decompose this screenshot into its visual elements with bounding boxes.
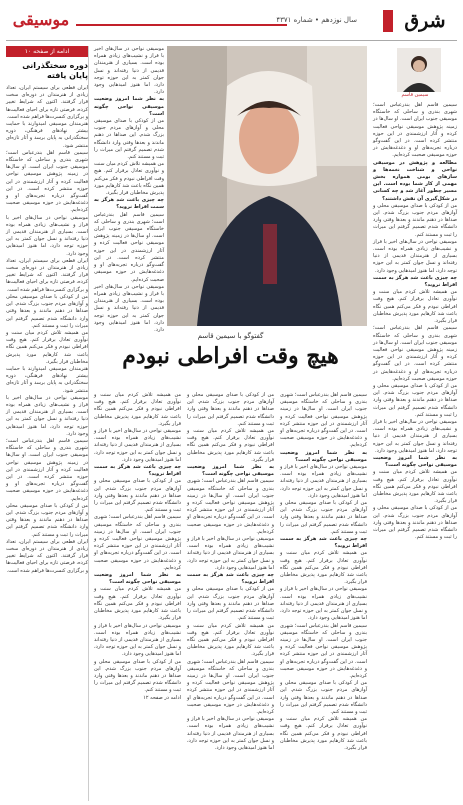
body-paragraph: سیمین قاسم اهل بندرعباس است؛ شهری بندری و ساحلی که خاستگاه موسیقی جنوب ایران است. او سال‌ها در زمینه پژوهش موسیقی نواحی فعالیت کرده و آثار ارزشمندی در این حوزه منتشر کرده است. در این گفت‌وگو درباره تجربه‌های او و دغدغه‌هایش در حوزه موسیقی صحبت کرده‌ایم. [280, 622, 367, 679]
photo-side-column [94, 46, 164, 333]
author-name: سیمین قاسم [401, 92, 429, 98]
featured-photo [167, 46, 367, 326]
question-paragraph: مطالعه و پژوهش در موسیقی نواحی و شناخت نغمه‌ها و سازهای بومی همواره بخش مهمی از کار شما بوده است. این مسیر چطور آغاز شد و چه کسانی در شکل‌گیری آن نقش داشتند؟ [373, 159, 457, 202]
left-paragraph: ایران قطعی برای سیستم ایران، تعداد زیادی از هنرمندان در دوره‌ای سخت قرار گرفتند. اکنون که شرایط تغییر کرده، فرصتی تازه برای احیای فعالیت‌ها و برگزاری کنسرت‌ها فراهم شده است. [6, 85, 88, 120]
body-paragraph: سیمین قاسم اهل بندرعباس است؛ شهری بندری و ساحلی که خاستگاه موسیقی جنوب ایران است. او سال‌ها در زمینه پژوهش موسیقی نواحی فعالیت کرده و آثار ارزشمندی در این حوزه منتشر کرده است. در این گفت‌وگو درباره تجربه‌های او و دغدغه‌هایش در حوزه موسیقی صحبت کرده‌ایم. [94, 211, 164, 283]
author-box [373, 46, 457, 98]
body-paragraph: من همیشه تلاش کردم میان سنت و نوآوری تعادل برقرار کنم. هیچ وقت افراطی نبودم و فکر می‌کنم همین نگاه باعث شد کارهایم مورد پذیرش مخاطبان قرار بگیرد. [94, 161, 164, 197]
body-paragraph: من از کودکی با صدای موسیقی محلی و آوازهای مردم جنوب بزرگ شدم. این صداها در ذهنم ماندند و بعدها وقتی وارد دانشگاه شدم تصمیم گرفتم این میراث را ثبت و مستند کنم. [187, 392, 274, 427]
interviewee-photo-icon [167, 46, 367, 326]
author-photo [397, 48, 441, 92]
body-paragraph: من از کودکی با صدای موسیقی محلی و آوازهای مردم جنوب بزرگ شدم. این صداها در ذهنم ماندند و بعدها وقتی وارد دانشگاه شدم تصمیم گرفتم این میراث را ثبت و مستند کنم. [94, 658, 181, 694]
left-paragraph: هنرمندان موسیقی امیدوارند با حمایت بیشتر نهادهای فرهنگی، دوره سختگذرانی به پایان برسد و آثار تازه‌ای منتشر شود. [6, 121, 88, 149]
body-paragraph: موسیقی نواحی در سال‌های اخیر با فراز و نشیب‌های زیادی همراه بوده است. بسیاری از هنرمندان قدیمی از دنیا رفته‌اند و نسل جوان کمتر به این حوزه توجه دارد، اما هنوز امیدهایی وجود دارد. [280, 586, 367, 622]
author-portrait-icon [397, 48, 441, 92]
body-paragraph: من از کودکی با صدای موسیقی محلی و آوازهای مردم جنوب بزرگ شدم. این صداها در ذهنم ماندند و بعدها وقتی وارد دانشگاه شدم تصمیم گرفتم این میراث را ثبت و مستند کنم. [187, 586, 274, 622]
body-paragraph: من همیشه تلاش کردم میان سنت و نوآوری تعادل برقرار کنم. هیچ وقت افراطی نبودم و فکر می‌کنم همین نگاه باعث شد کارهایم مورد پذیرش مخاطبان قرار بگیرد. [94, 586, 181, 622]
body-paragraph: من از کودکی با صدای موسیقی محلی و آوازهای مردم جنوب بزرگ شدم. این صداها در ذهنم ماندند و بعدها وقتی وارد دانشگاه شدم تصمیم گرفتم این میراث را ثبت و مستند کنم. [280, 500, 367, 535]
body-paragraph: موسیقی نواحی در سال‌های اخیر با فراز و نشیب‌های زیادی همراه بوده است. بسیاری از هنرمندان قدیمی از دنیا رفته‌اند و نسل جوان کمتر به این حوزه توجه دارد، اما هنوز امیدهایی وجود دارد. [187, 716, 274, 751]
question-paragraph: به نظر شما امروز وضعیت موسیقی نواحی چگونه است؟ [94, 572, 181, 586]
question-paragraph: چه چیزی باعث شد هرگز به سمت افراط نروید؟ [280, 536, 367, 550]
body-paragraph: من همیشه تلاش کردم میان سنت و نوآوری تعادل برقرار کنم. هیچ وقت افراطی نبودم و فکر می‌کنم همین نگاه باعث شد کارهایم مورد پذیرش مخاطبان قرار بگیرد. [94, 392, 181, 427]
left-column [6, 46, 89, 801]
newspaper-logo: شرق [404, 10, 446, 32]
question-paragraph: به نظر شما امروز وضعیت موسیقی نواحی چگونه است؟ [187, 464, 274, 478]
left-paragraph: ایران قطعی برای سیستم ایران، تعداد زیادی از هنرمندان در دوره‌ای سخت قرار گرفتند. اکنون که شرایط تغییر کرده، فرصتی تازه برای احیای فعالیت‌ها و برگزاری کنسرت‌ها فراهم شده است. [6, 257, 88, 293]
left-paragraph: سیمین قاسم اهل بندرعباس است؛ شهری بندری و ساحلی که خاستگاه موسیقی جنوب ایران است. او سال‌ها در زمینه پژوهش موسیقی نواحی فعالیت کرده و آثار ارزشمندی در این حوزه منتشر کرده است. در این گفت‌وگو درباره تجربه‌های او و دغدغه‌هایش در حوزه موسیقی صحبت کرده‌ایم. [6, 437, 88, 502]
continuation-note: ادامه در صفحه ۱۲ [143, 694, 181, 701]
question-paragraph: چه چیزی باعث شد هرگز به سمت افراط نروید؟ [94, 197, 164, 211]
answer-paragraph: من از کودکی با صدای موسیقی محلی و آوازهای مردم جنوب بزرگ شدم. این صداها در ذهنم ماندند و بعدها وقتی وارد دانشگاه شدم تصمیم گرفتم این میراث را ثبت و مستند کنم. [373, 202, 457, 238]
body-paragraph: من از کودکی با صدای موسیقی محلی و آوازهای مردم جنوب بزرگ شدم. این صداها در ذهنم ماندند و بعدها وقتی وارد دانشگاه شدم تصمیم گرفتم این میراث را ثبت و مستند کنم. [94, 478, 181, 514]
question-paragraph: چه چیزی باعث شد هرگز به سمت افراط نروید؟ [373, 274, 457, 289]
question-paragraph: چه چیزی باعث شد هرگز به سمت افراط نروید؟ [94, 464, 181, 478]
body-paragraph: موسیقی نواحی در سال‌های اخیر با فراز و نشیب‌های زیادی همراه بوده است. بسیاری از هنرمندان قدیمی از دنیا رفته‌اند و نسل جوان کمتر به این حوزه توجه دارد، اما هنوز امیدهایی وجود دارد. [280, 464, 367, 499]
left-paragraph: هنرمندان موسیقی امیدوارند با حمایت بیشتر نهادهای فرهنگی، دوره سختگذرانی به پایان برسد و آثار تازه‌ای منتشر شود. [6, 365, 88, 394]
logo-accent-mark [383, 10, 393, 32]
left-paragraph: ایران قطعی برای سیستم ایران، تعداد زیادی از هنرمندان در دوره‌ای سخت قرار گرفتند. اکنون که شرایط تغییر کرده، فرصتی تازه برای احیای فعالیت‌ها و برگزاری کنسرت‌ها فراهم شده است. [6, 538, 88, 574]
left-paragraph: موسیقی نواحی در سال‌های اخیر با فراز و نشیب‌های زیادی همراه بوده است. بسیاری از هنرمندان قدیمی از دنیا رفته‌اند و نسل جوان کمتر به این حوزه توجه دارد، اما هنوز امیدهایی وجود دارد. [6, 394, 88, 437]
body-paragraph: من از کودکی با صدای موسیقی محلی و آوازهای مردم جنوب بزرگ شدم. این صداها در ذهنم ماندند و بعدها وقتی وارد دانشگاه شدم تصمیم گرفتم این میراث را ثبت و مستند کنم. [280, 680, 367, 715]
question-paragraph: چه چیزی باعث شد هرگز به سمت افراط نروید؟ [187, 572, 274, 586]
answer-paragraph: سیمین قاسم اهل بندرعباس است؛ شهری بندری و ساحلی که خاستگاه موسیقی جنوب ایران است. او سال‌ها در زمینه پژوهش موسیقی نواحی فعالیت کرده و آثار ارزشمندی در این حوزه منتشر کرده است. در این گفت‌وگو درباره تجربه‌های او و دغدغه‌هایش در حوزه موسیقی صحبت کرده‌ایم. [373, 325, 457, 382]
left-paragraph: من از کودکی با صدای موسیقی محلی و آوازهای مردم جنوب بزرگ شدم. این صداها در ذهنم ماندند و بعدها وقتی وارد دانشگاه شدم تصمیم گرفتم این میراث را ثبت و مستند کنم. [6, 502, 88, 538]
body-paragraph: موسیقی نواحی در سال‌های اخیر با فراز و نشیب‌های زیادی همراه بوده است. بسیاری از هنرمندان قدیمی از دنیا رفته‌اند و نسل جوان کمتر به این حوزه توجه دارد، اما هنوز امیدهایی وجود دارد. [94, 283, 164, 333]
article-body [94, 392, 367, 801]
body-paragraph: موسیقی نواحی در سال‌های اخیر با فراز و نشیب‌های زیادی همراه بوده است. بسیاری از هنرمندان قدیمی از دنیا رفته‌اند و نسل جوان کمتر به این حوزه توجه دارد، اما هنوز امیدهایی وجود دارد. [94, 428, 181, 463]
left-article-title: دوره سختگذرانی پایان یافته [22, 61, 88, 80]
body-paragraph: من همیشه تلاش کردم میان سنت و نوآوری تعادل برقرار کنم. هیچ وقت افراطی نبودم و فکر می‌کنم همین نگاه باعث شد کارهایم مورد پذیرش مخاطبان قرار بگیرد. [187, 622, 274, 658]
main-article [94, 46, 367, 801]
body-column [280, 392, 367, 801]
right-column [373, 46, 457, 801]
article-headline: هیچ وقت افراطی نبودم [122, 343, 339, 369]
left-paragraph: موسیقی نواحی در سال‌های اخیر با فراز و نشیب‌های زیادی همراه بوده است. بسیاری از هنرمندان قدیمی از دنیا رفته‌اند و نسل جوان کمتر به این حوزه توجه دارد، اما هنوز امیدهایی وجود دارد. [6, 214, 88, 257]
answer-paragraph: من همیشه تلاش کردم میان سنت و نوآوری تعادل برقرار کنم. هیچ وقت افراطی نبودم و فکر می‌کنم همین نگاه باعث شد کارهایم مورد پذیرش مخاطبان قرار بگیرد. [373, 289, 457, 325]
body-paragraph: من همیشه تلاش کردم میان سنت و نوآوری تعادل برقرار کنم. هیچ وقت افراطی نبودم و فکر می‌کنم همین نگاه باعث شد کارهایم مورد پذیرش مخاطبان قرار بگیرد. [280, 716, 367, 751]
section-title: موسیقی [12, 10, 70, 29]
body-paragraph: سیمین قاسم اهل بندرعباس است؛ شهری بندری و ساحلی که خاستگاه موسیقی جنوب ایران است. او سال‌ها در زمینه پژوهش موسیقی نواحی فعالیت کرده و آثار ارزشمندی در این حوزه منتشر کرده است. در این گفت‌وگو درباره تجربه‌های او و دغدغه‌هایش در حوزه موسیقی صحبت کرده‌ایم. [280, 392, 367, 449]
left-paragraph: من از کودکی با صدای موسیقی محلی و آوازهای مردم جنوب بزرگ شدم. این صداها در ذهنم ماندند و بعدها وقتی وارد دانشگاه شدم تصمیم گرفتم این میراث را ثبت و مستند کنم. [6, 293, 88, 329]
left-paragraph: سیمین قاسم اهل بندرعباس است؛ شهری بندری و ساحلی که خاستگاه موسیقی جنوب ایران است. او سال‌ها در زمینه پژوهش موسیقی نواحی فعالیت کرده و آثار ارزشمندی در این حوزه منتشر کرده است. در این گفت‌وگو درباره تجربه‌های او و دغدغه‌هایش در حوزه موسیقی صحبت کرده‌ایم. [6, 149, 88, 214]
answer-paragraph: موسیقی نواحی در سال‌های اخیر با فراز و نشیب‌های زیادی همراه بوده است. بسیاری از هنرمندان قدیمی از دنیا رفته‌اند و نسل جوان کمتر به این حوزه توجه دارد، اما هنوز امیدهایی وجود دارد. [373, 418, 457, 454]
answer-paragraph: موسیقی نواحی در سال‌های اخیر با فراز و نشیب‌های زیادی همراه بوده است. بسیاری از هنرمندان قدیمی از دنیا رفته‌اند و نسل جوان کمتر به این حوزه توجه دارد، اما هنوز امیدهایی وجود دارد. [373, 238, 457, 274]
article-kicker: گفتوگو با سیمین قاسم [197, 332, 264, 340]
body-paragraph: سیمین قاسم اهل بندرعباس است؛ شهری بندری و ساحلی که خاستگاه موسیقی جنوب ایران است. او سال‌ها در زمینه پژوهش موسیقی نواحی فعالیت کرده و آثار ارزشمندی در این حوزه منتشر کرده است. در این گفت‌وگو درباره تجربه‌های او و دغدغه‌هایش در حوزه موسیقی صحبت کرده‌ایم. [94, 514, 181, 571]
question-paragraph: به نظر شما امروز وضعیت موسیقی نواحی چگونه است؟ [373, 454, 457, 469]
body-paragraph: من از کودکی با صدای موسیقی محلی و آوازهای مردم جنوب بزرگ شدم. این صداها در ذهنم ماندند و بعدها وقتی وارد دانشگاه شدم تصمیم گرفتم این میراث را ثبت و مستند کنم. [94, 118, 164, 161]
issue-line: سال نوزدهم • شماره ۴۳۷۱ [276, 16, 357, 24]
left-paragraph: من همیشه تلاش کردم میان سنت و نوآوری تعادل برقرار کنم. هیچ وقت افراطی نبودم و فکر می‌کنم همین نگاه باعث شد کارهایم مورد پذیرش مخاطبان قرار بگیرد. [6, 329, 88, 365]
body-paragraph: من همیشه تلاش کردم میان سنت و نوآوری تعادل برقرار کنم. هیچ وقت افراطی نبودم و فکر می‌کنم همین نگاه باعث شد کارهایم مورد پذیرش مخاطبان قرار بگیرد. [280, 550, 367, 586]
question-paragraph: به نظر شما امروز وضعیت موسیقی نواحی چگونه است؟ [280, 449, 367, 463]
body-paragraph: من همیشه تلاش کردم میان سنت و نوآوری تعادل برقرار کنم. هیچ وقت افراطی نبودم و فکر می‌کنم همین نگاه باعث شد کارهایم مورد پذیرش مخاطبان قرار بگیرد. [187, 428, 274, 463]
body-paragraph: موسیقی نواحی در سال‌های اخیر با فراز و نشیب‌های زیادی همراه بوده است. بسیاری از هنرمندان قدیمی از دنیا رفته‌اند و نسل جوان کمتر به این حوزه توجه دارد، اما هنوز امیدهایی وجود دارد. [187, 536, 274, 571]
body-paragraph: سیمین قاسم اهل بندرعباس است؛ شهری بندری و ساحلی که خاستگاه موسیقی جنوب ایران است. او سال‌ها در زمینه پژوهش موسیقی نواحی فعالیت کرده و آثار ارزشمندی در این حوزه منتشر کرده است. در این گفت‌وگو درباره تجربه‌های او و دغدغه‌هایش در حوزه موسیقی صحبت کرده‌ایم. [187, 478, 274, 535]
headline-area [94, 330, 367, 388]
answer-paragraph: من از کودکی با صدای موسیقی محلی و آوازهای مردم جنوب بزرگ شدم. این صداها در ذهنم ماندند و بعدها وقتی وارد دانشگاه شدم تصمیم گرفتم این میراث را ثبت و مستند کنم. [373, 505, 457, 541]
body-column [94, 392, 181, 801]
intro-paragraph: سیمین قاسم اهل بندرعباس است؛ شهری بندری و ساحلی که خاستگاه موسیقی جنوب ایران است. او سال‌ها در زمینه پژوهش موسیقی نواحی فعالیت کرده و آثار ارزشمندی در این حوزه منتشر کرده است. در این گفت‌وگو درباره تجربه‌های او و دغدغه‌هایش در حوزه موسیقی صحبت کرده‌ایم. [373, 102, 457, 159]
continuation-bar: ادامه از صفحه ۱۰ [6, 46, 88, 57]
body-paragraph: موسیقی نواحی در سال‌های اخیر با فراز و نشیب‌های زیادی همراه بوده است. بسیاری از هنرمندان قدیمی از دنیا رفته‌اند و نسل جوان کمتر به این حوزه توجه دارد، اما هنوز امیدهایی وجود دارد. [94, 622, 181, 658]
body-paragraph: سیمین قاسم اهل بندرعباس است؛ شهری بندری و ساحلی که خاستگاه موسیقی جنوب ایران است. او سال‌ها در زمینه پژوهش موسیقی نواحی فعالیت کرده و آثار ارزشمندی در این حوزه منتشر کرده است. در این گفت‌وگو درباره تجربه‌های او و دغدغه‌هایش در حوزه موسیقی صحبت کرده‌ایم. [187, 658, 274, 715]
section-rule [76, 24, 287, 26]
body-column [187, 392, 274, 801]
body-paragraph: موسیقی نواحی در سال‌های اخیر با فراز و نشیب‌های زیادی همراه بوده است. بسیاری از هنرمندان قدیمی از دنیا رفته‌اند و نسل جوان کمتر به این حوزه توجه دارد، اما هنوز امیدهایی وجود دارد. [94, 46, 164, 96]
question-paragraph: به نظر شما امروز وضعیت موسیقی نواحی چگونه است؟ [94, 96, 164, 117]
page-header [6, 6, 457, 41]
answer-paragraph: من همیشه تلاش کردم میان سنت و نوآوری تعادل برقرار کنم. هیچ وقت افراطی نبودم و فکر می‌کنم همین نگاه باعث شد کارهایم مورد پذیرش مخاطبان قرار بگیرد. [373, 469, 457, 505]
answer-paragraph: من از کودکی با صدای موسیقی محلی و آوازهای مردم جنوب بزرگ شدم. این صداها در ذهنم ماندند و بعدها وقتی وارد دانشگاه شدم تصمیم گرفتم این میراث را ثبت و مستند کنم. [373, 382, 457, 418]
